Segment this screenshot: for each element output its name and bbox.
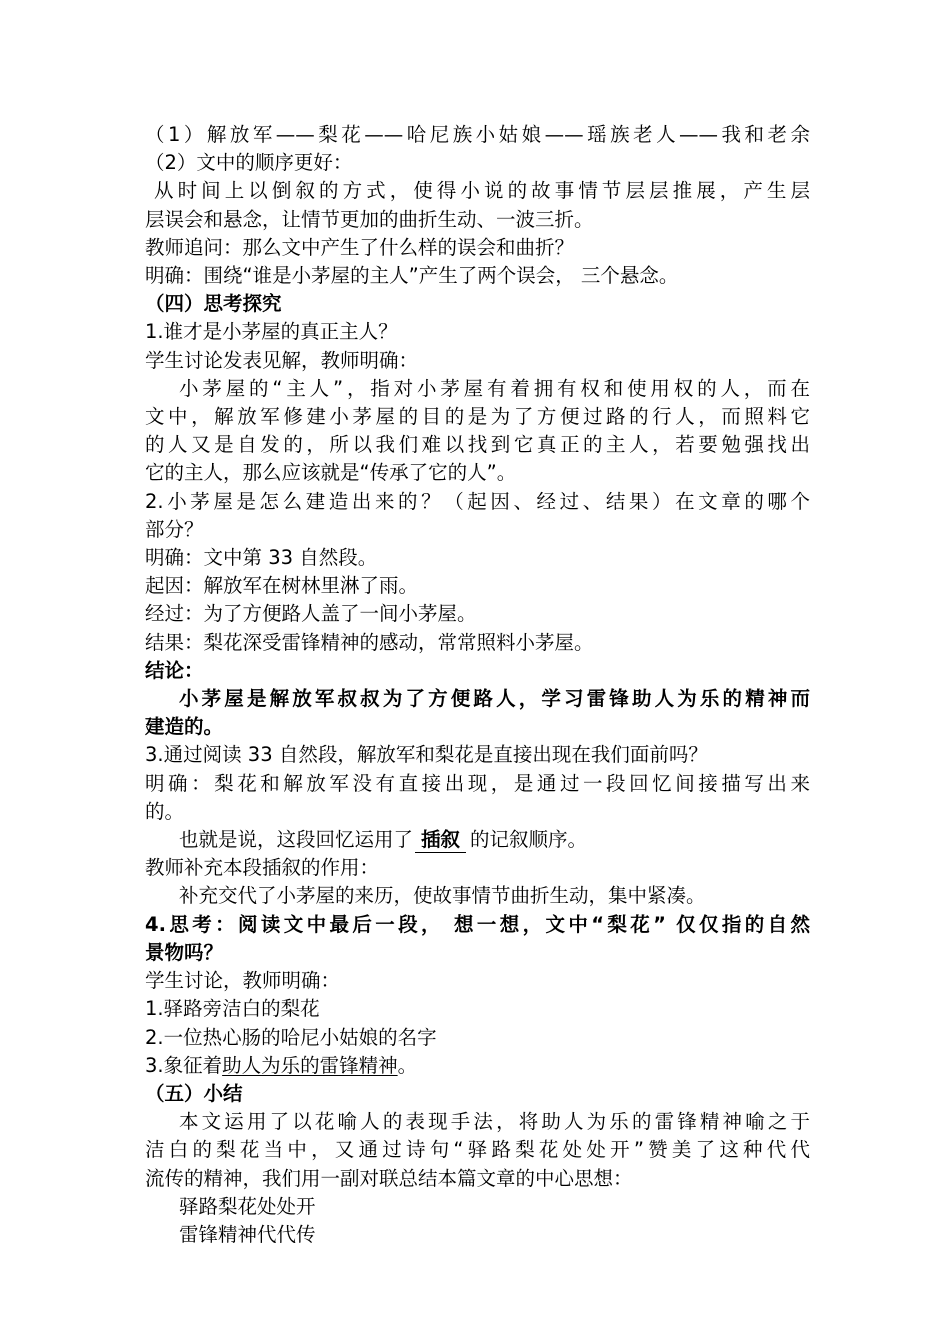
answer-3-continued: 的。 <box>145 799 185 823</box>
meaning-3 <box>145 1052 810 1080</box>
fill-in-blank: 插叙 <box>415 828 466 853</box>
document-body <box>145 121 810 1249</box>
summary-line: 流传的精神，我们用一副对联总结本篇文章的中心思想： <box>145 1166 633 1190</box>
conclusion-label: 结论： <box>145 658 204 682</box>
meaning-1: 1.驿路旁洁白的梨花 <box>145 997 320 1021</box>
summary-line: 本文运用了以花喻人的表现手法，将助人为乐的雷锋精神喻之于 <box>179 1110 810 1134</box>
meaning-3-suffix: 。 <box>397 1053 418 1077</box>
paragraph-line: 的人又是自发的，所以我们难以找到它真正的主人，若要勉强找出 <box>145 433 810 457</box>
supplement-text: 补充交代了小茅屋的来历，使故事情节曲折生动，集中紧凑。 <box>179 884 706 908</box>
section-heading-4: （四）思考探究 <box>145 292 282 316</box>
paragraph-line: 从时间上以倒叙的方式，使得小说的故事情节层层推展，产生层 <box>154 179 810 203</box>
question-4: 4.思考：阅读文中最后一段， 想一想，文中“梨花” 仅仅指的自然 <box>145 912 810 936</box>
meaning-3-prefix: 3.象征着 <box>145 1053 223 1077</box>
fill-in-prefix: 也就是说，这段回忆运用了 <box>179 828 414 852</box>
meaning-2: 2.一位热心肠的哈尼小姑娘的名字 <box>145 1025 437 1049</box>
couplet-line-2: 雷锋精神代代传 <box>179 1222 316 1246</box>
answer-3: 明确：梨花和解放军没有直接出现，是通过一段回忆间接描写出来 <box>145 771 810 795</box>
discussion-line: 学生讨论，教师明确： <box>145 969 341 993</box>
discussion-line: 学生讨论发表见解，教师明确： <box>145 348 419 372</box>
teacher-question: 教师追问：那么文中产生了什么样的误会和曲折？ <box>145 235 575 259</box>
section-heading-5: （五）小结 <box>145 1081 243 1105</box>
conclusion-text: 小茅屋是解放军叔叔为了方便路人，学习雷锋助人为乐的精神而 <box>179 687 810 711</box>
paragraph-line: 它的主人，那么应该就是“传承了它的人”。 <box>145 461 517 485</box>
clarification-line: 明确：围绕“谁是小茅屋的主人”产生了两个误会， 三个悬念。 <box>145 264 679 288</box>
answer-2: 明确：文中第 33 自然段。 <box>145 546 378 570</box>
question-1: 1.谁才是小茅屋的真正主人？ <box>145 320 398 344</box>
cause-line: 起因：解放军在树林里淋了雨。 <box>145 574 419 598</box>
fill-in-suffix: 的记叙顺序。 <box>470 828 588 852</box>
question-2: 2.小茅屋是怎么建造出来的？（起因、经过、结果）在文章的哪个 <box>145 489 810 513</box>
question-2-continued: 部分？ <box>145 517 204 541</box>
process-line: 经过：为了方便路人盖了一间小茅屋。 <box>145 602 477 626</box>
paragraph-line: 小茅屋的“主人”，指对小茅屋有着拥有权和使用权的人，而在 <box>179 376 810 400</box>
answer-line-order-better: （2）文中的顺序更好： <box>145 151 353 175</box>
question-3: 3.通过阅读 33 自然段，解放军和梨花是直接出现在我们面前吗？ <box>145 743 708 767</box>
fill-in-line <box>145 826 810 854</box>
summary-line: 洁白的梨花当中，又通过诗句“驿路梨花处处开”赞美了这种代代 <box>145 1138 810 1162</box>
meaning-3-underlined: 助人为乐的雷锋精神 <box>222 1053 398 1077</box>
teacher-supplement: 教师补充本段插叙的作用： <box>145 856 380 880</box>
paragraph-line: 层误会和悬念，让情节更加的曲折生动、一波三折。 <box>145 207 594 231</box>
answer-line-order-list: （1）解放军——梨花——哈尼族小姑娘——瑶族老人——我和老余 <box>145 123 810 146</box>
paragraph-line: 文中，解放军修建小茅屋的目的是为了方便过路的行人，而照料它 <box>145 405 810 429</box>
couplet-line-1: 驿路梨花处处开 <box>179 1194 316 1218</box>
question-4-continued: 景物吗？ <box>145 940 224 964</box>
result-line: 结果：梨花深受雷锋精神的感动，常常照料小茅屋。 <box>145 630 594 654</box>
conclusion-text-continued: 建造的。 <box>145 715 224 739</box>
